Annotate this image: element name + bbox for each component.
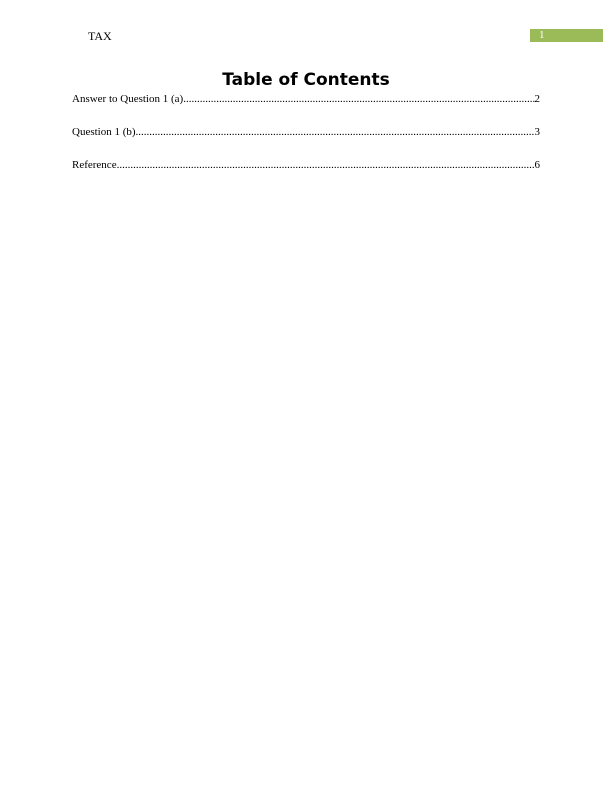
toc-entry-page: 6 [534,159,540,171]
page-number-badge [530,29,603,42]
toc-dot-leader [117,158,535,172]
toc-dot-leader [183,92,534,106]
toc-entry-reference[interactable] [72,158,540,172]
toc-entry-label: Reference [72,159,117,171]
toc-entry-answer-question-1a[interactable] [72,92,540,106]
toc-entry-label: Answer to Question 1 (a) [72,93,184,105]
toc-entry-question-1b[interactable] [72,125,540,139]
toc-list [72,92,540,191]
running-header-title: TAX [88,29,112,43]
toc-heading: Table of Contents [222,70,390,90]
toc-entry-label: Question 1 (b) [72,126,136,138]
page-number: 1 [539,29,545,41]
toc-entry-page: 2 [534,93,540,105]
toc-entry-page: 3 [534,126,540,138]
toc-dot-leader [136,125,535,139]
